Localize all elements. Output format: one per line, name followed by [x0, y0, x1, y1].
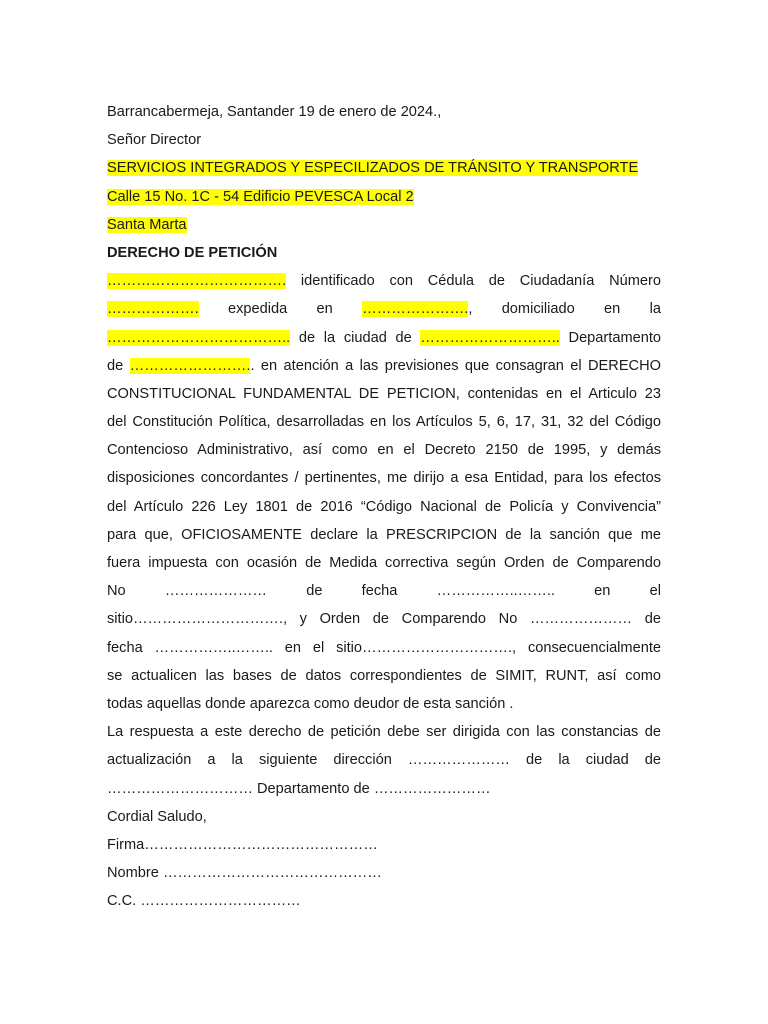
body-line: del Constitución Política, desarrolladas en los Artículos 5, 6, 17, 31, 32 del Código [107, 414, 661, 431]
name-line: Nombre ……………………………………… [107, 865, 382, 882]
response-line: actualización a la siguiente dirección ………………… de la ciudad de [107, 752, 661, 769]
response-line: ………………………… Departamento de …………………… [107, 780, 491, 797]
name-blank: ………………………………. [107, 273, 287, 290]
body-line: de …………………….. en atención a las previsiones que consagran el DERECHO [107, 357, 661, 374]
body-line: sitio…………………………., y Orden de Comparendo No ………………… de [107, 611, 661, 628]
body-line: todas aquellas donde aparezca como deudor de esta sanción . [107, 695, 514, 712]
body-line: disposiciones concordantes / pertinentes, me dirijo a esa Entidad, para los efectos [107, 470, 661, 487]
recipient-title: Señor Director [107, 132, 202, 149]
closing-greeting: Cordial Saludo, [107, 808, 207, 825]
body-line: para que, OFICIOSAMENTE declare la PRESCRIPCION de la sanción que me [107, 526, 661, 543]
entity-name: SERVICIOS INTEGRADOS Y ESPECILIZADOS DE TRÁNSITO Y TRANSPORTE [107, 160, 639, 177]
response-line: La respuesta a este derecho de petición debe ser dirigida con las constancias de [107, 724, 661, 741]
id-number-blank: ………………. [107, 301, 199, 318]
id-line: C.C. …………………………… [107, 893, 301, 910]
body-line: No ………………… de fecha ……………..…….. en el [107, 583, 661, 600]
letter-subject: DERECHO DE PETICIÓN [107, 244, 278, 261]
domicile-blank: ……………………………….. [107, 329, 291, 346]
letter-body [107, 98, 661, 915]
body-line: ………………………………. identificado con Cédula de Ciudadanía Número [107, 273, 661, 290]
entity-address: Calle 15 No. 1C - 54 Edificio PEVESCA Local 2 [107, 188, 414, 205]
body-line: CONSTITUCIONAL FUNDAMENTAL DE PETICION, contenidas en el Articulo 23 [107, 385, 661, 402]
department-blank: ……………………. [129, 357, 251, 374]
body-line: fecha ……………..…….. en el sitio…………………………., consecuencialmente [107, 639, 661, 656]
body-line: fuera impuesta con ocasión de Medida correctiva según Orden de Comparendo [107, 555, 661, 571]
issued-in-blank: …………………. [362, 301, 469, 318]
body-line: ……………………………….. de la ciudad de ……………………….. Departamento [107, 329, 662, 346]
body-line: del Artículo 226 Ley 1801 de 2016 “Código Nacional de Policía y Convivencia” [107, 498, 661, 515]
entity-city: Santa Marta [107, 216, 187, 233]
signature-line: Firma………………………………………… [107, 836, 378, 853]
date-line: Barrancabermeja, Santander 19 de enero de 2024., [107, 104, 442, 120]
body-line: Contencioso Administrativo, así como en el Decreto 2150 de 1995, y demás [107, 442, 661, 459]
body-line: ………………. expedida en …………………., domiciliado en la [107, 301, 661, 318]
body-line: se actualicen las bases de datos correspondientes de SIMIT, RUNT, así como [107, 667, 661, 684]
city-blank: ……………………….. [420, 329, 560, 346]
